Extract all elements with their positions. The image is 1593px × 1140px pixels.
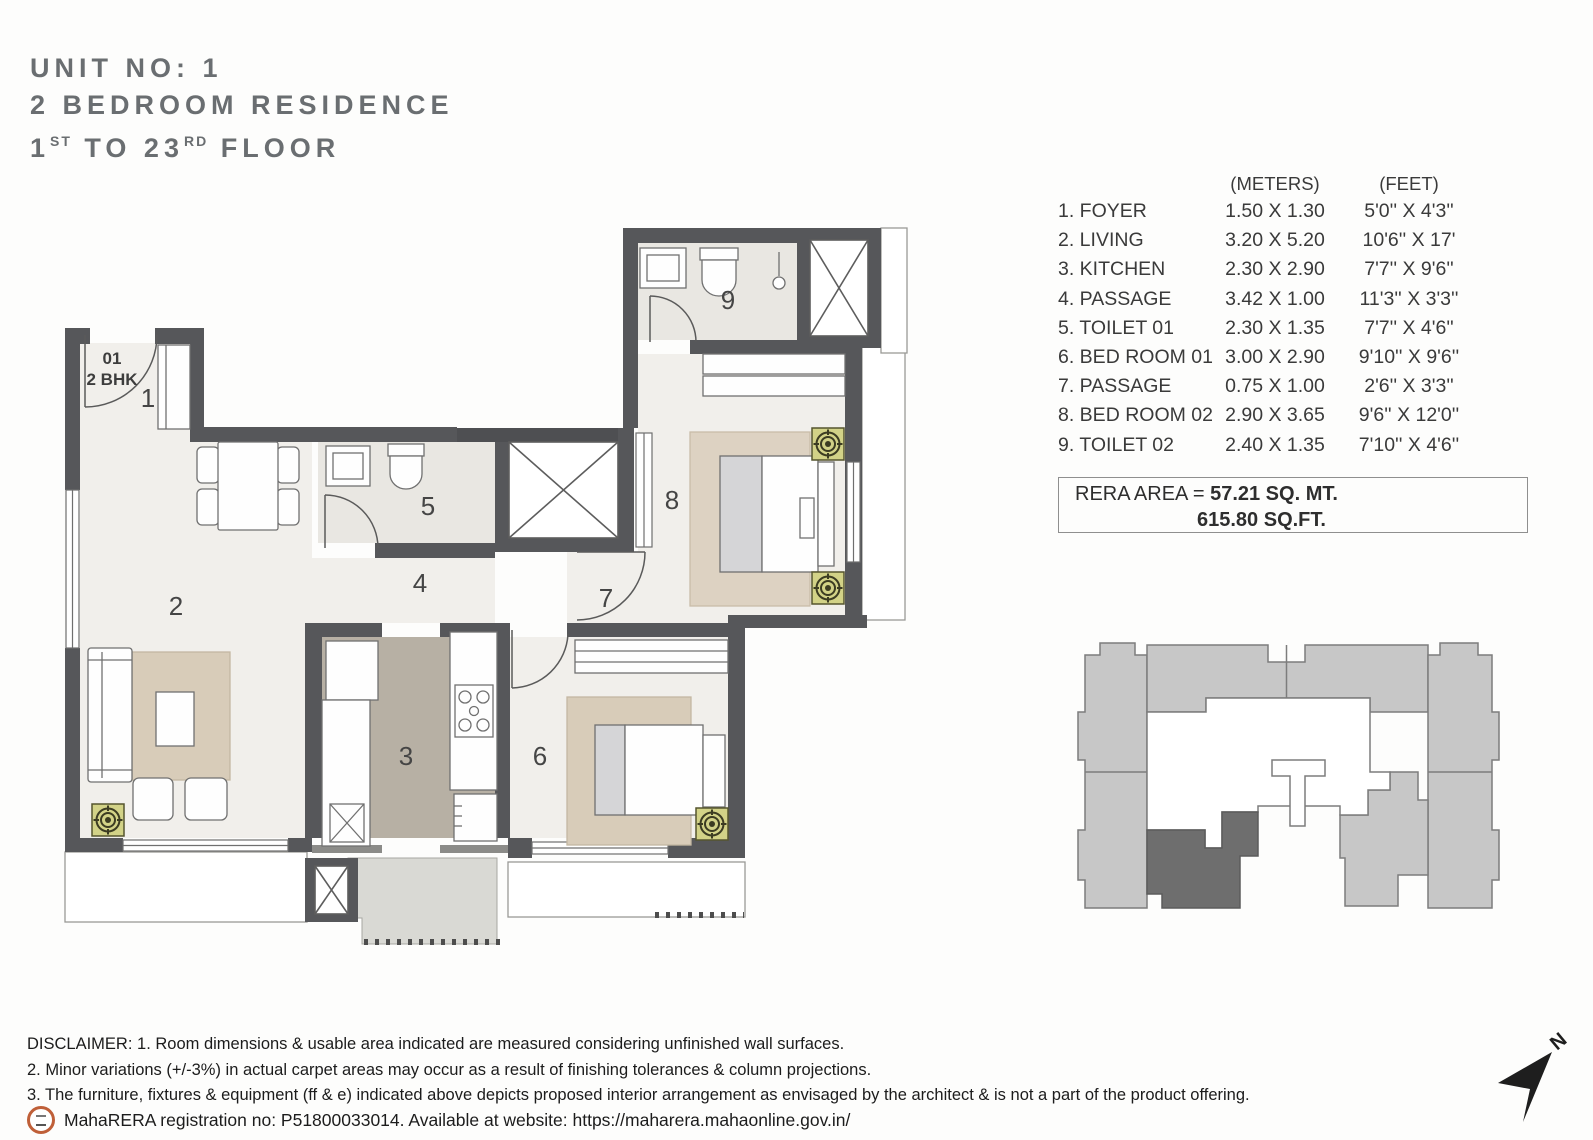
north-label: N	[1546, 1028, 1572, 1055]
room-number-9: 9	[720, 285, 736, 315]
maharera-registration-text: MahaRERA registration no: P51800033014. Available at website: https://maharera.mahaonline.gov.in/	[64, 1109, 851, 1130]
table-row: 3. KITCHEN 2.30 X 2.90 7'7'' X 9'6''	[1058, 258, 1454, 281]
ordinal-rd: RD	[183, 133, 209, 149]
table-row: 1. FOYER 1.50 X 1.30 5'0'' X 4'3''	[1058, 200, 1454, 223]
ordinal-st: ST	[50, 133, 72, 149]
col-header-feet: (FEET)	[1379, 172, 1439, 194]
room-number-5: 5	[420, 491, 436, 521]
room-number-8: 8	[664, 485, 680, 515]
dimensions-table	[1058, 170, 1478, 460]
col-header-meters: (METERS)	[1230, 172, 1320, 194]
rera-area-sqft: 615.80 SQ.FT.	[1197, 509, 1326, 531]
unit-tag-type: 2 BHK	[86, 370, 138, 389]
room-number-1: 1	[140, 383, 156, 413]
title-block	[30, 50, 454, 167]
table-row: 5. TOILET 01 2.30 X 1.35 7'7'' X 4'6''	[1058, 316, 1454, 339]
rera-area-sqmt: RERA AREA = 57.21 SQ. MT.	[1075, 483, 1338, 505]
title-unit-no: UNIT NO: 1	[30, 53, 223, 83]
table-row: 6. BED ROOM 01 3.00 X 2.90 9'10'' X 9'6''	[1058, 346, 1460, 369]
table-row: 8. BED ROOM 02 2.90 X 3.65 9'6'' X 12'0''	[1058, 404, 1460, 427]
unit-tag-number: 01	[102, 349, 122, 368]
maharera-footer	[27, 1106, 850, 1134]
dimensions-table-header	[1058, 170, 1478, 197]
disclaimer-line-2: 2. Minor variations (+/-3%) in actual carpet areas may occur as a result of finishing tolerances & column projections.	[27, 1060, 872, 1079]
disclaimer-line-3: 3. The furniture, fixtures & equipment (ff & e) indicated above depicts proposed interior arrangement as envisaged by the architect & is not a part of the product offering.	[27, 1086, 1250, 1104]
room-number-6: 6	[532, 741, 548, 771]
title-residence: 2 BEDROOM RESIDENCE	[30, 90, 454, 120]
table-row: 9. TOILET 02 2.40 X 1.35 7'10'' X 4'6''	[1058, 433, 1460, 456]
room-number-7: 7	[598, 583, 614, 613]
disclaimer-line-1: DISCLAIMER: 1. Room dimensions & usable area indicated are measured considering unfinished wall surfaces.	[27, 1035, 845, 1053]
table-row: 7. PASSAGE 0.75 X 1.00 2'6'' X 3'3''	[1058, 375, 1454, 398]
title-floors: 1ST TO 23RD FLOOR	[30, 133, 341, 163]
rera-area-box	[1058, 477, 1528, 533]
maharera-logo-icon	[27, 1106, 55, 1134]
room-number-3: 3	[398, 741, 414, 771]
north-arrow	[1498, 1029, 1571, 1122]
room-number-2: 2	[168, 591, 184, 621]
room-number-4: 4	[412, 568, 428, 598]
disclaimer	[27, 1032, 1250, 1109]
key-plan	[1078, 643, 1499, 908]
table-row: 2. LIVING 3.20 X 5.20 10'6'' X 17'	[1058, 229, 1456, 252]
table-row: 4. PASSAGE 3.42 X 1.00 11'3'' X 3'3''	[1058, 287, 1459, 310]
